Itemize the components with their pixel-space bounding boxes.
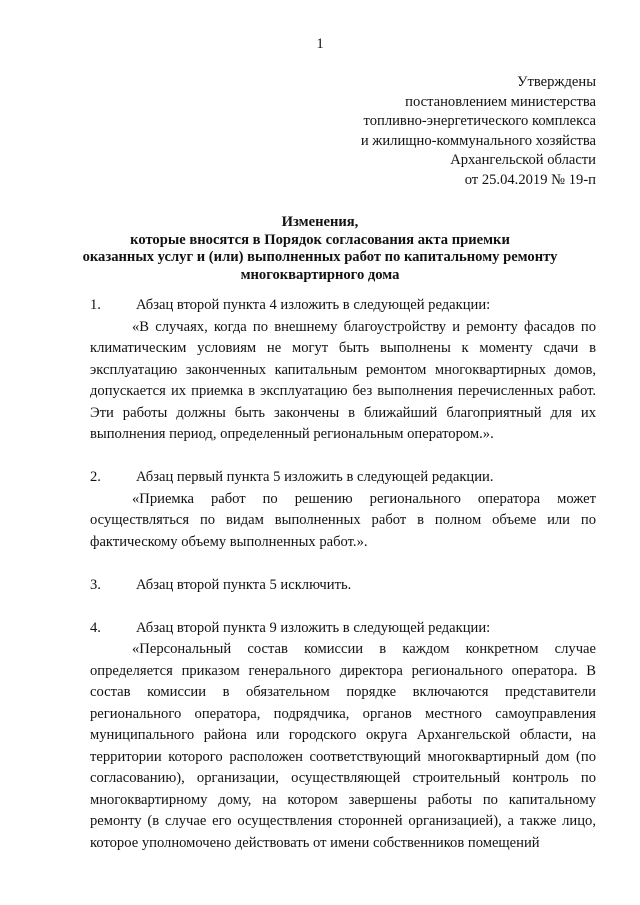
item-heading <box>90 618 596 640</box>
item-heading-text: Абзац второй пункта 5 исключить. <box>136 576 352 593</box>
item-heading-text: Абзац первый пункта 5 изложить в следующей редакции. <box>136 469 494 485</box>
approval-line: постановлением министерства <box>405 93 596 110</box>
item-paragraph: «В случаях, когда по внешнему благоустройству и ремонту фасадов по климатическим условиям не могут быть выполнены к моменту сдачи в эксплуатацию законченных капитальным ремонтом многоквартирных домов, допускается их приемка в эксплуатацию без выполнения перечисленных работ. Эти работы должны быть закончены в ближайший благоприятный для их выполнения период, определенный региональным оператором.». <box>90 318 596 442</box>
item-number: 1. <box>90 297 101 313</box>
item-heading <box>90 467 596 489</box>
item-paragraph: «Персональный состав комиссии в каждом конкретном случае определяется приказом генерального директора регионального оператора. В состав комиссии в обязательном порядке включаются представители регионального оператора, подрядчика, органов местного самоуправления муниципального района или городского округа Архангельской области, на территории которого расположен соответствующий многоквартирный дом (по согласованию), организации, осуществляющей строительный контроль по многоквартирному дому, на котором завершены работы по капитальному ремонту (в случае его осуществления сторонней организацией), а также лицо, которое уполномочено действовать от имени собственников помещений <box>90 641 596 851</box>
approval-line: Утверждены <box>517 74 596 90</box>
document-title <box>40 214 600 284</box>
approval-line: Архангельской области <box>450 152 596 169</box>
item-number: 2. <box>90 469 101 485</box>
item-number: 4. <box>90 619 101 636</box>
item-heading-text: Абзац второй пункта 9 изложить в следующей редакции: <box>136 619 491 636</box>
item-number: 3. <box>90 576 101 593</box>
page-number: 1 <box>316 36 324 52</box>
title-line: которые вносятся в Порядок согласования акта приемки <box>130 231 510 248</box>
approval-block <box>361 73 596 191</box>
approval-line: топливно-энергетического комплекса <box>363 113 596 130</box>
item-heading-text: Абзац второй пункта 4 изложить в следующей редакции: <box>136 297 491 313</box>
item-paragraph: «Приемка работ по решению регионального оператора может осуществляться по видам выполненных работ в полном объеме или по фактическому объему выполненных работ.». <box>90 490 596 550</box>
title-line: Изменения, <box>281 214 359 230</box>
title-line: оказанных услуг и (или) выполненных работ по капитальному ремонту <box>82 249 558 265</box>
approval-line: и жилищно-коммунального хозяйства <box>360 132 596 149</box>
title-line: многоквартирного дома <box>240 266 400 283</box>
approval-date-line: от 25.04.2019 № 19-п <box>464 171 596 188</box>
item-heading <box>90 295 596 317</box>
item-heading <box>90 575 596 597</box>
document-body <box>90 295 596 854</box>
